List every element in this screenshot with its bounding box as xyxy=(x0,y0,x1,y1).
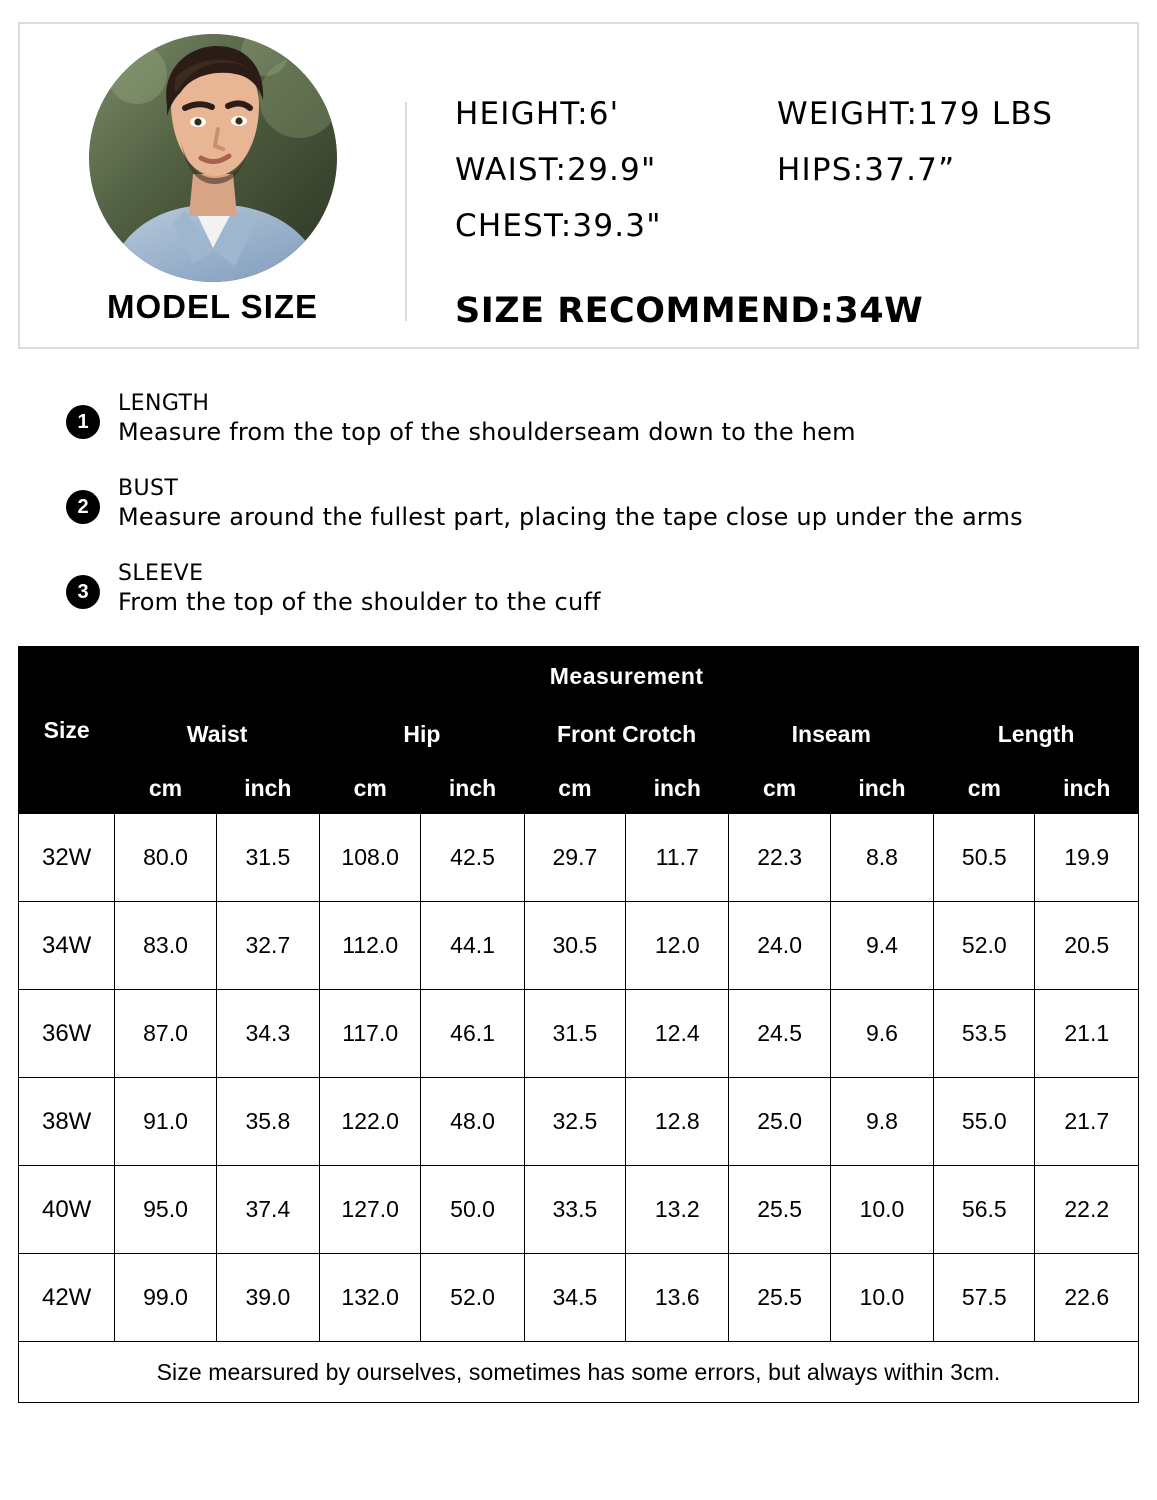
th-group-waist: Waist xyxy=(115,706,320,763)
cell-value: 50.0 xyxy=(421,1166,524,1254)
cell-size: 32W xyxy=(19,814,115,902)
note-body xyxy=(118,476,1023,531)
cell-value: 13.2 xyxy=(626,1166,729,1254)
stats-row xyxy=(455,208,1137,244)
cell-size: 42W xyxy=(19,1254,115,1342)
cell-size: 36W xyxy=(19,990,115,1078)
cell-value: 112.0 xyxy=(320,902,421,990)
cell-value: 91.0 xyxy=(115,1078,216,1166)
th-unit: inch xyxy=(626,763,729,814)
list-item xyxy=(66,561,1139,616)
cell-value: 30.5 xyxy=(524,902,625,990)
table-row-units xyxy=(19,763,1139,814)
table-row xyxy=(19,1166,1139,1254)
cell-value: 122.0 xyxy=(320,1078,421,1166)
model-photo-icon xyxy=(89,34,337,282)
cell-value: 46.1 xyxy=(421,990,524,1078)
th-measurement: Measurement xyxy=(115,647,1139,706)
measure-instructions xyxy=(66,391,1139,616)
cell-value: 50.5 xyxy=(934,814,1035,902)
table-row xyxy=(19,1254,1139,1342)
th-unit: inch xyxy=(1035,763,1139,814)
th-group-front-crotch: Front Crotch xyxy=(524,706,729,763)
stat-waist: WAIST:29.9" xyxy=(455,152,657,188)
th-unit: inch xyxy=(216,763,319,814)
cell-value: 35.8 xyxy=(216,1078,319,1166)
cell-value: 127.0 xyxy=(320,1166,421,1254)
cell-value: 108.0 xyxy=(320,814,421,902)
size-table-wrapper xyxy=(18,646,1139,1403)
cell-value: 48.0 xyxy=(421,1078,524,1166)
cell-value: 13.6 xyxy=(626,1254,729,1342)
note-text: From the top of the shoulder to the cuff xyxy=(118,588,601,616)
avatar xyxy=(89,34,337,282)
cell-value: 8.8 xyxy=(830,814,933,902)
cell-value: 24.0 xyxy=(729,902,830,990)
cell-value: 22.6 xyxy=(1035,1254,1139,1342)
th-unit: inch xyxy=(830,763,933,814)
cell-value: 12.8 xyxy=(626,1078,729,1166)
th-group-length: Length xyxy=(934,706,1139,763)
cell-value: 132.0 xyxy=(320,1254,421,1342)
th-group-hip: Hip xyxy=(320,706,525,763)
bullet-number-icon: 1 xyxy=(66,405,100,439)
note-body xyxy=(118,391,856,446)
model-size-label: MODEL SIZE xyxy=(106,288,319,325)
note-text: Measure from the top of the shoulderseam down to the hem xyxy=(118,418,856,446)
model-size-panel xyxy=(18,22,1139,349)
cell-value: 99.0 xyxy=(115,1254,216,1342)
cell-value: 34.3 xyxy=(216,990,319,1078)
table-row-footnote xyxy=(19,1342,1139,1403)
cell-value: 19.9 xyxy=(1035,814,1139,902)
cell-value: 31.5 xyxy=(524,990,625,1078)
cell-value: 37.4 xyxy=(216,1166,319,1254)
stat-weight: WEIGHT:179 LBS xyxy=(777,96,1054,132)
th-group-inseam: Inseam xyxy=(729,706,934,763)
table-head xyxy=(19,647,1139,814)
note-text: Measure around the fullest part, placing the tape close up under the arms xyxy=(118,503,1023,531)
cell-value: 52.0 xyxy=(934,902,1035,990)
cell-value: 9.4 xyxy=(830,902,933,990)
stats-row xyxy=(455,96,1137,132)
th-unit: cm xyxy=(320,763,421,814)
cell-value: 24.5 xyxy=(729,990,830,1078)
cell-value: 10.0 xyxy=(830,1254,933,1342)
model-stats-column xyxy=(407,24,1137,347)
cell-value: 42.5 xyxy=(421,814,524,902)
cell-value: 83.0 xyxy=(115,902,216,990)
note-title: SLEEVE xyxy=(118,561,204,586)
cell-value: 117.0 xyxy=(320,990,421,1078)
cell-value: 55.0 xyxy=(934,1078,1035,1166)
cell-value: 11.7 xyxy=(626,814,729,902)
th-unit: inch xyxy=(421,763,524,814)
cell-value: 9.8 xyxy=(830,1078,933,1166)
list-item xyxy=(66,391,1139,446)
size-recommend: SIZE RECOMMEND:34W xyxy=(455,291,924,331)
cell-value: 10.0 xyxy=(830,1166,933,1254)
stats-row xyxy=(455,152,1137,188)
cell-value: 33.5 xyxy=(524,1166,625,1254)
cell-value: 25.0 xyxy=(729,1078,830,1166)
note-title: LENGTH xyxy=(118,391,210,416)
cell-value: 80.0 xyxy=(115,814,216,902)
note-title: BUST xyxy=(118,476,179,501)
cell-value: 25.5 xyxy=(729,1254,830,1342)
cell-value: 39.0 xyxy=(216,1254,319,1342)
th-unit: cm xyxy=(524,763,625,814)
cell-value: 22.2 xyxy=(1035,1166,1139,1254)
table-row-measurement xyxy=(19,647,1139,706)
cell-value: 32.7 xyxy=(216,902,319,990)
cell-value: 20.5 xyxy=(1035,902,1139,990)
cell-value: 12.4 xyxy=(626,990,729,1078)
cell-value: 95.0 xyxy=(115,1166,216,1254)
th-unit: cm xyxy=(729,763,830,814)
cell-value: 31.5 xyxy=(216,814,319,902)
cell-value: 32.5 xyxy=(524,1078,625,1166)
cell-value: 34.5 xyxy=(524,1254,625,1342)
table-foot xyxy=(19,1342,1139,1403)
size-table xyxy=(18,646,1139,1403)
table-body xyxy=(19,814,1139,1342)
cell-value: 53.5 xyxy=(934,990,1035,1078)
cell-size: 38W xyxy=(19,1078,115,1166)
model-left-column xyxy=(20,24,405,347)
cell-value: 57.5 xyxy=(934,1254,1035,1342)
note-body xyxy=(118,561,601,616)
table-row xyxy=(19,1078,1139,1166)
cell-value: 29.7 xyxy=(524,814,625,902)
stat-height: HEIGHT:6' xyxy=(455,96,620,132)
cell-value: 12.0 xyxy=(626,902,729,990)
bullet-number-icon: 2 xyxy=(66,490,100,524)
cell-value: 21.7 xyxy=(1035,1078,1139,1166)
th-unit: cm xyxy=(115,763,216,814)
table-footnote: Size mearsured by ourselves, sometimes has some errors, but always within 3cm. xyxy=(19,1342,1139,1403)
cell-size: 40W xyxy=(19,1166,115,1254)
table-row xyxy=(19,902,1139,990)
cell-size: 34W xyxy=(19,902,115,990)
cell-value: 52.0 xyxy=(421,1254,524,1342)
cell-value: 44.1 xyxy=(421,902,524,990)
th-unit: cm xyxy=(934,763,1035,814)
stat-chest: CHEST:39.3" xyxy=(455,208,662,244)
cell-value: 87.0 xyxy=(115,990,216,1078)
th-size: Size xyxy=(19,647,115,814)
table-row-groups xyxy=(19,706,1139,763)
cell-value: 9.6 xyxy=(830,990,933,1078)
stat-hips: HIPS:37.7” xyxy=(777,152,956,188)
table-row xyxy=(19,990,1139,1078)
cell-value: 21.1 xyxy=(1035,990,1139,1078)
cell-value: 56.5 xyxy=(934,1166,1035,1254)
cell-value: 22.3 xyxy=(729,814,830,902)
cell-value: 25.5 xyxy=(729,1166,830,1254)
list-item xyxy=(66,476,1139,531)
table-row xyxy=(19,814,1139,902)
bullet-number-icon: 3 xyxy=(66,575,100,609)
